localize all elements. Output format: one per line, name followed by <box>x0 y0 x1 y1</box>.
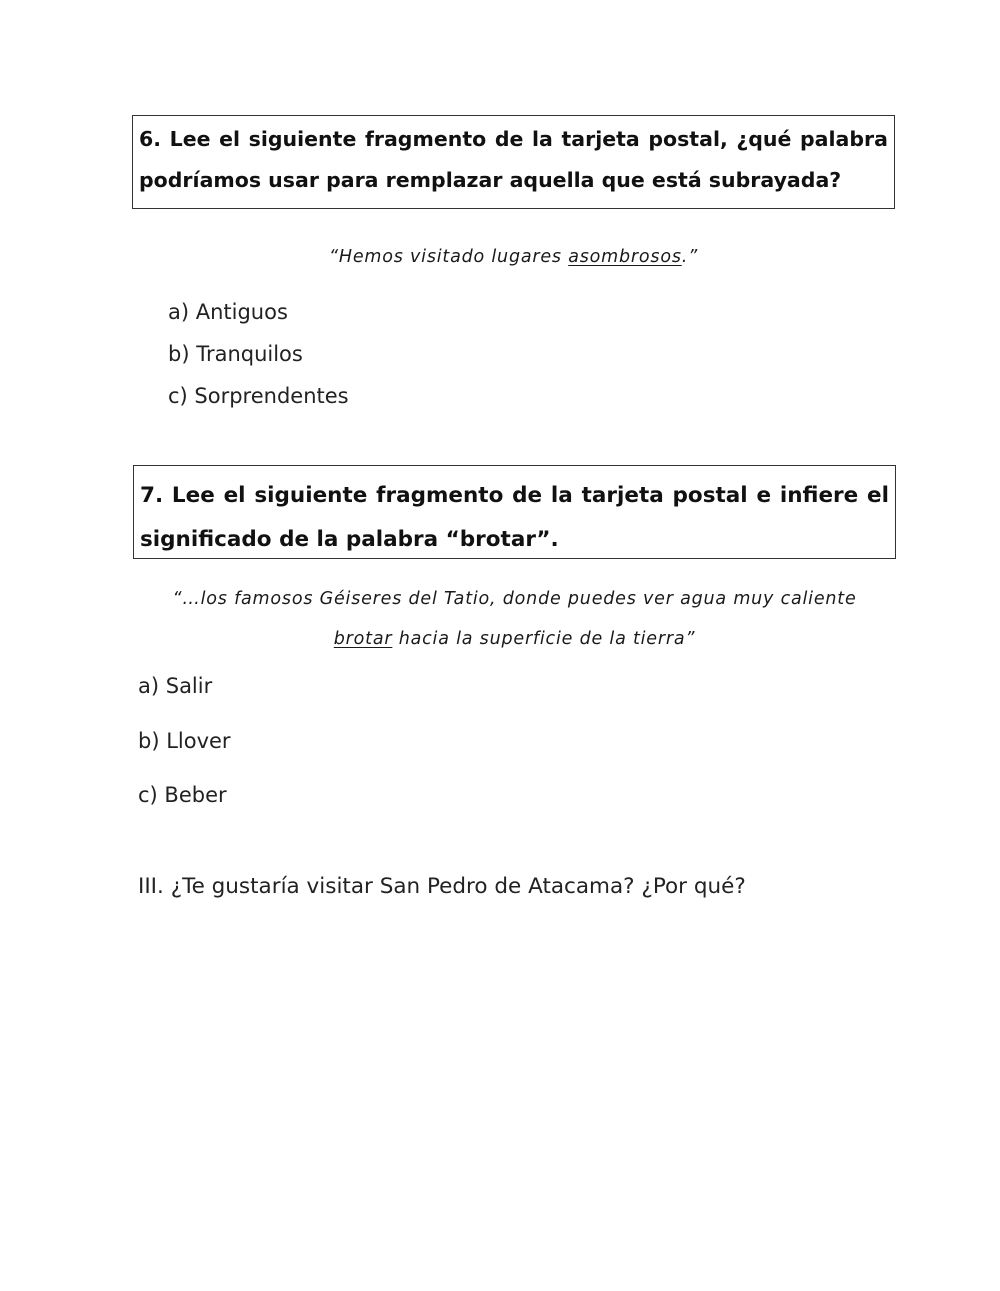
question-6-quote-end: .” <box>681 247 698 267</box>
question-6-option-a[interactable]: a) Antiguos <box>168 300 288 324</box>
question-6-quote-start: “Hemos visitado lugares <box>329 247 569 267</box>
question-7-option-c[interactable]: c) Beber <box>138 783 227 807</box>
question-6-prompt: 6. Lee el siguiente fragmento de la tarjeta postal, ¿qué palabra podríamos usar para remplazar aquella que está subrayada? <box>139 127 888 192</box>
question-7-quote-line-2: hacia la superficie de la tierra” <box>392 629 696 649</box>
question-7-quote <box>133 579 896 659</box>
question-7-underlined-word: brotar <box>333 629 393 649</box>
question-7-option-a[interactable]: a) Salir <box>138 674 213 698</box>
question-7-prompt: 7. Lee el siguiente fragmento de la tarjeta postal e infiere el significado de la palabra “brotar”. <box>140 483 889 552</box>
question-6-underlined-word: asombrosos <box>568 247 682 267</box>
question-6-box <box>132 115 895 209</box>
section-3-prompt: III. ¿Te gustaría visitar San Pedro de Atacama? ¿Por qué? <box>138 874 746 899</box>
question-6-option-b[interactable]: b) Tranquilos <box>168 342 303 366</box>
question-7-option-b[interactable]: b) Llover <box>138 729 231 753</box>
question-6-option-c[interactable]: c) Sorprendentes <box>168 384 349 408</box>
question-7-quote-line-1: “…los famosos Géiseres del Tatio, donde puedes ver agua muy caliente <box>172 589 857 609</box>
question-7-box <box>133 465 896 559</box>
question-6-quote <box>132 247 895 267</box>
